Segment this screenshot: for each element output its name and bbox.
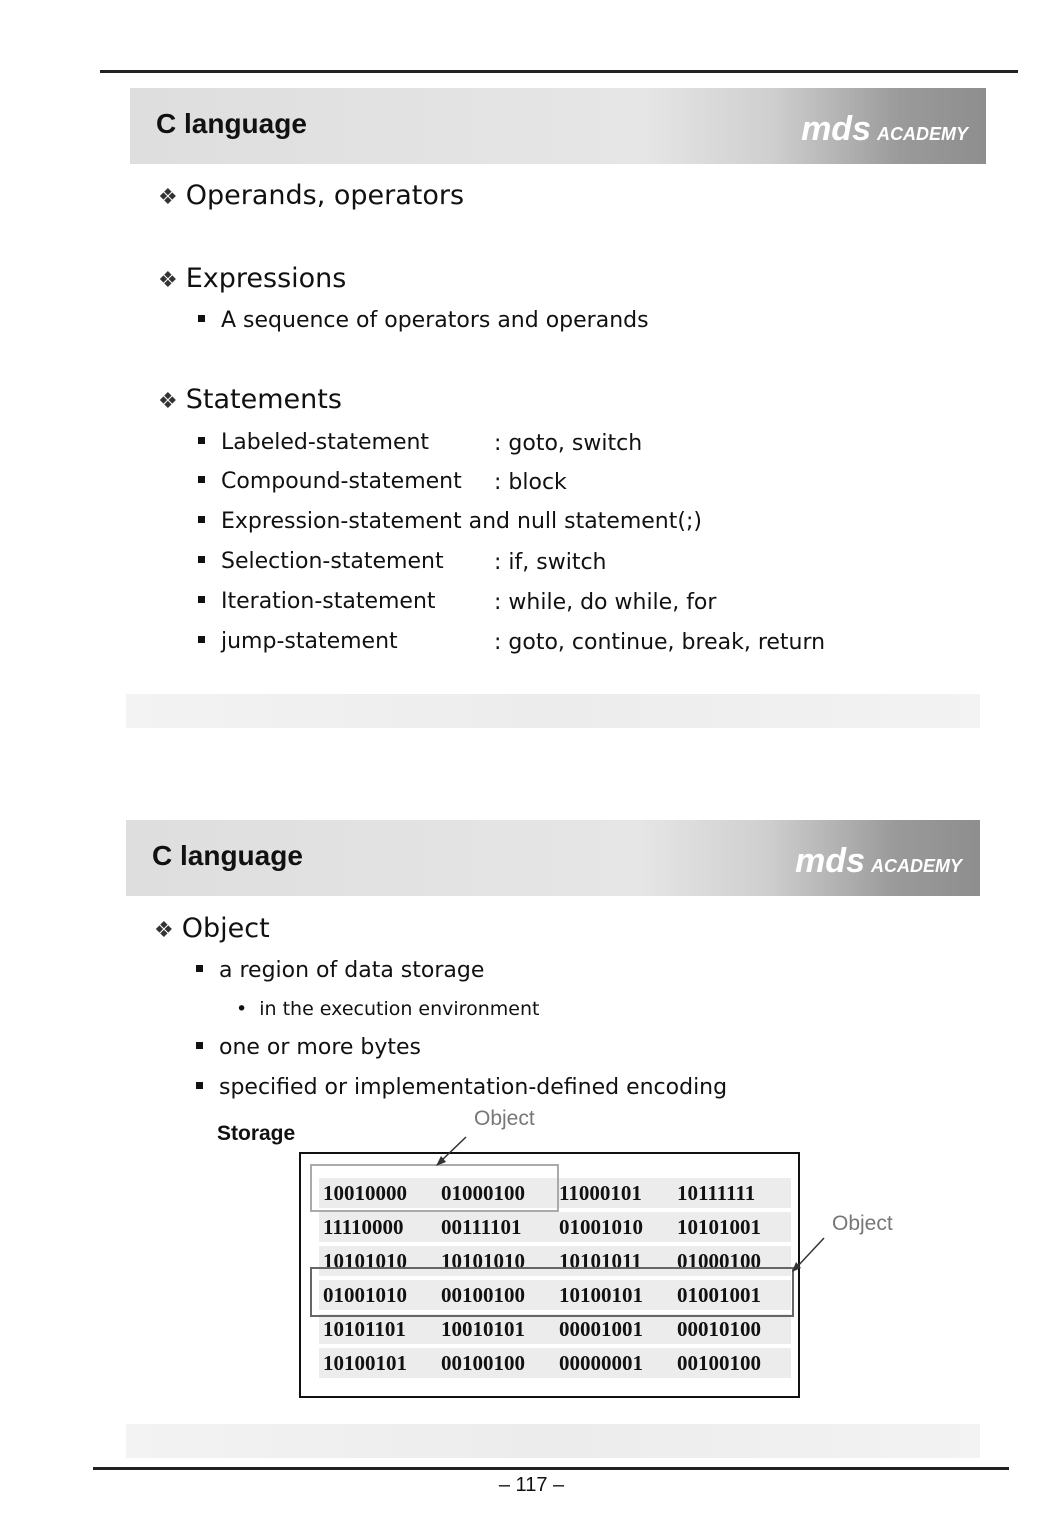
byte-cell: 10010000 [319,1178,437,1208]
byte-cell: 10101011 [555,1246,673,1276]
page-number: – 117 – [498,1474,565,1496]
byte-cell: 10101101 [319,1314,437,1344]
byte-cell: 00100100 [437,1348,555,1378]
arrow-to-row-object [796,1238,824,1268]
dot-bullet-icon: • [236,998,248,1020]
object-bullet: specified or implementation-defined encoding [196,1075,727,1100]
slide1-title: C language [156,108,307,139]
byte-cell: 10101010 [319,1246,437,1276]
expressions-bullet: A sequence of operators and operands [198,308,649,333]
diamond-cluster-icon: ❖ [158,185,178,210]
statement-label: Selection-statement [198,549,444,574]
statement-label: Compound-statement [198,469,462,494]
byte-cell: 01001010 [319,1280,437,1310]
byte-cell: 00111101 [437,1212,555,1242]
diamond-cluster-icon: ❖ [154,918,174,943]
statement-value: : block [494,470,567,495]
byte-cell: 01000100 [673,1246,791,1276]
byte-cell: 00000001 [555,1348,673,1378]
object-sub-bullet: • in the execution environment [236,998,540,1020]
statement-label: Iteration-statement [198,589,436,614]
byte-cell: 00010100 [673,1314,791,1344]
arrow-to-top-object [440,1137,466,1162]
object-bullet: one or more bytes [196,1035,421,1060]
object-label-right: Object [832,1212,893,1235]
statement-value: : while, do while, for [494,590,717,615]
byte-cell: 10100101 [319,1348,437,1378]
statement-label: jump-statement [198,629,398,654]
diamond-cluster-icon: ❖ [158,268,178,293]
statement-value: : goto, switch [494,431,643,456]
byte-cell: 10010101 [437,1314,555,1344]
slide2-footer-band [126,1424,980,1458]
byte-cell: 10111111 [673,1178,791,1208]
statement-label: Labeled-statement [198,430,429,455]
byte-cell: 01000100 [437,1178,555,1208]
mds-academy-logo: mds ACADEMY [801,110,968,148]
byte-cell: 01001010 [555,1212,673,1242]
byte-cell: 00001001 [555,1314,673,1344]
storage-label: Storage [217,1122,296,1145]
object-bullet: a region of data storage [196,958,484,983]
heading-operands: ❖ Operands, operators [158,180,465,211]
byte-cell: 10101010 [437,1246,555,1276]
statement-value: : if, switch [494,550,607,575]
statement-label: Expression-statement and null statement(;) [198,509,702,534]
slide2-title: C language [152,840,303,871]
mds-academy-logo: mds ACADEMY [795,842,962,880]
diamond-cluster-icon: ❖ [158,389,178,414]
object-label-top: Object [474,1107,535,1130]
statement-value: : goto, continue, break, return [494,630,826,655]
heading-object: ❖ Object [154,913,270,944]
byte-cell: 11110000 [319,1212,437,1242]
byte-cell: 10100101 [555,1280,673,1310]
heading-statements: ❖ Statements [158,384,342,415]
bottom-rule [93,1467,1009,1470]
byte-cell: 10101001 [673,1212,791,1242]
byte-cell: 00100100 [437,1280,555,1310]
heading-expressions: ❖ Expressions [158,263,347,294]
byte-cell: 11000101 [555,1178,673,1208]
byte-cell: 01001001 [673,1280,791,1310]
byte-cell: 00100100 [673,1348,791,1378]
